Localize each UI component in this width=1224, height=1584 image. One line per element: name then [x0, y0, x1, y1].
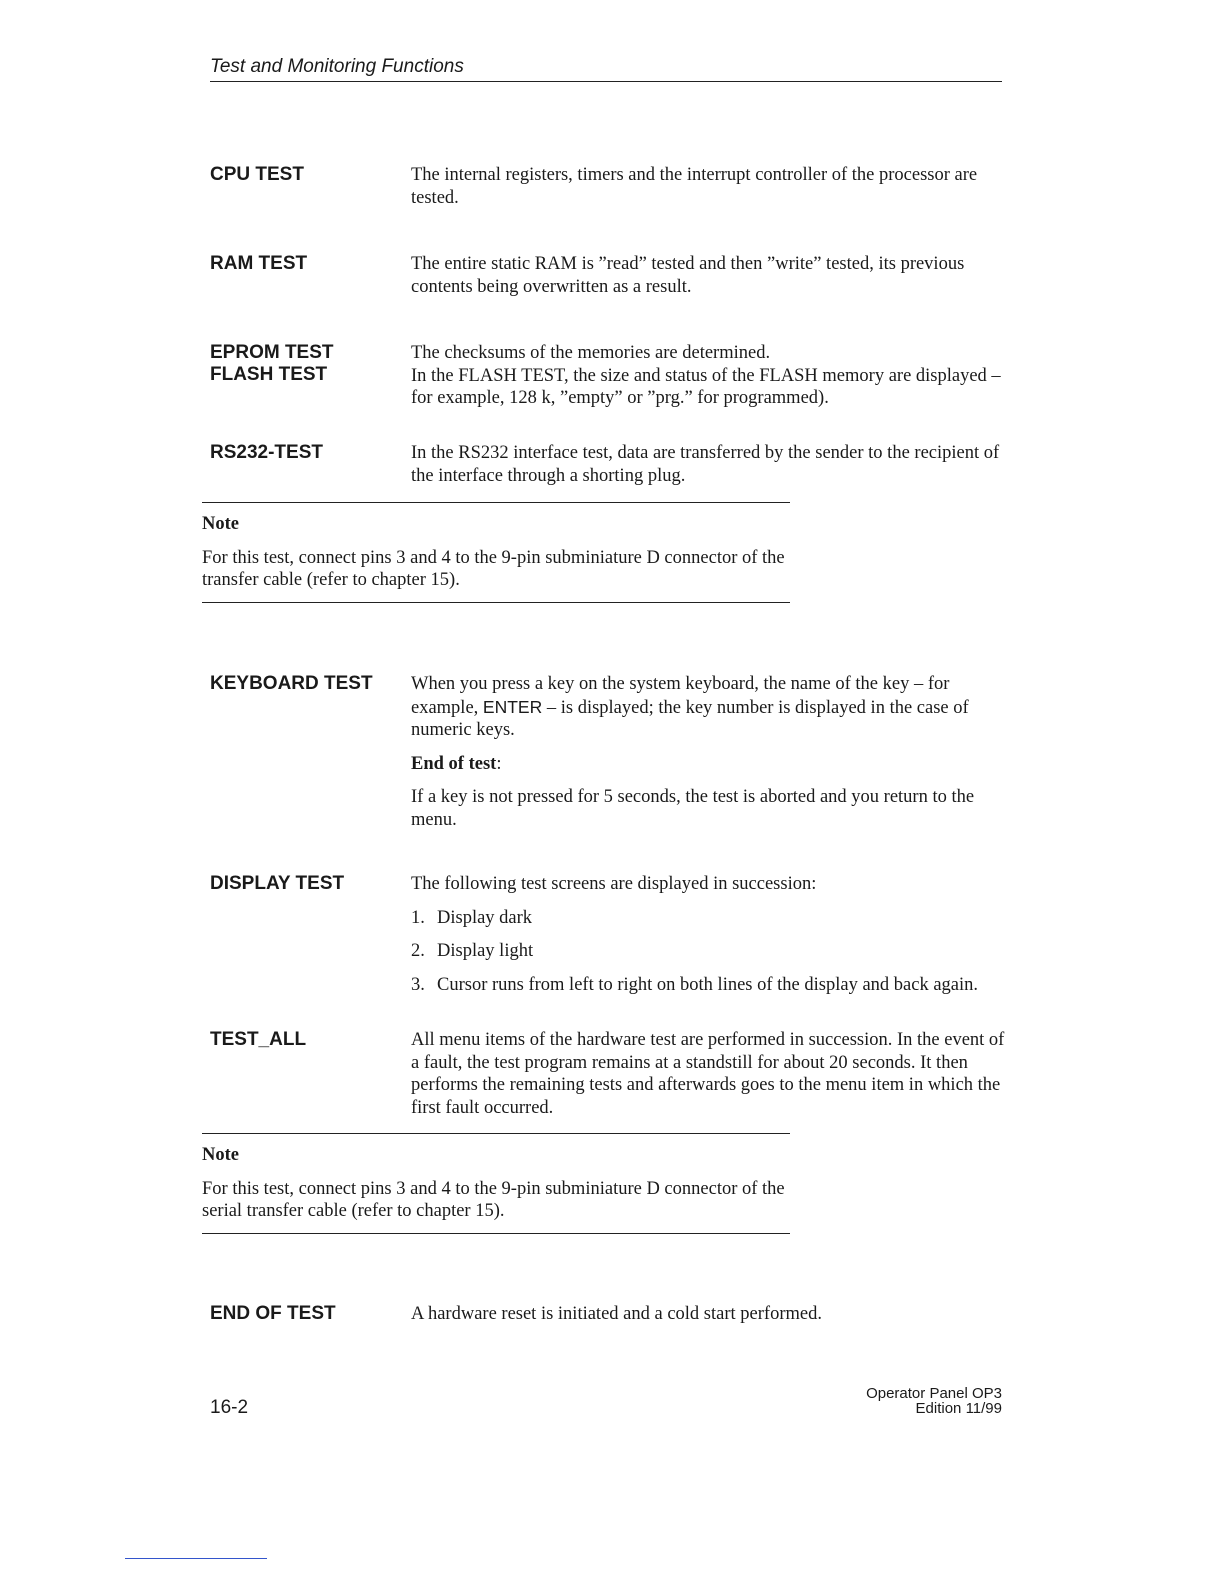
footer-info — [760, 1386, 1002, 1416]
paragraph: The following test screens are displayed in succession: — [411, 874, 817, 894]
section-body — [411, 253, 1005, 298]
section-label: DISPLAY TEST — [210, 873, 345, 894]
bottom-divider — [125, 1558, 267, 1559]
section-body — [411, 1029, 1005, 1119]
text-after-key: – is displayed; the key number is displayed in the case of numeric keys. — [411, 697, 969, 740]
running-header: Test and Monitoring Functions — [210, 55, 1002, 82]
list-item — [411, 974, 1005, 997]
note-text: For this test, connect pins 3 and 4 to the 9-pin subminiature D connector of the serial transfer cable (refer to chapter 15). — [202, 1178, 785, 1221]
list-text: Display light — [437, 941, 534, 961]
paragraph: The internal registers, timers and the interrupt controller of the processor are tested. — [411, 165, 978, 208]
section-body — [411, 342, 1005, 410]
paragraph: If a key is not pressed for 5 seconds, the test is aborted and you return to the menu. — [411, 787, 975, 830]
section-body — [411, 442, 1005, 487]
paragraph: In the FLASH TEST, the size and status of the FLASH memory are displayed – for example, 128 k, ”empty” or ”prg.” for programmed). — [411, 365, 1001, 408]
list-item — [411, 940, 1005, 963]
list-text: Display dark — [437, 907, 533, 928]
product-name: Operator Panel OP3 — [866, 1385, 1002, 1402]
section-label: END OF TEST — [210, 1303, 336, 1324]
paragraph: The entire static RAM is ”read” tested and then ”write” tested, its previous contents being overwritten as a result. — [411, 254, 965, 297]
list-text: Cursor runs from left to right on both lines of the display and back again. — [437, 974, 979, 995]
paragraph: All menu items of the hardware test are performed in succession. In the event of a fault, the test program remains at a standstill for about 20 seconds. It then performs the remaining tests and afterwards goes to the menu item in which the first fault occurred. — [411, 1030, 1005, 1118]
section-body — [411, 873, 1005, 996]
list-item — [411, 907, 1005, 930]
section-label: RAM TEST — [210, 253, 308, 274]
section-body — [411, 673, 1005, 831]
section-body — [411, 164, 1005, 209]
list-number: 3. — [411, 974, 425, 995]
section-label — [210, 342, 405, 386]
label-line-flash: FLASH TEST — [210, 364, 328, 385]
section-label: CPU TEST — [210, 164, 304, 185]
section-label: TEST_ALL — [210, 1029, 307, 1050]
paragraph: A hardware reset is initiated and a cold start performed. — [411, 1304, 822, 1324]
note-text: For this test, connect pins 3 and 4 to the 9-pin subminiature D connector of the transfer cable (refer to chapter 15). — [202, 547, 785, 590]
note-title: Note — [202, 1145, 239, 1165]
paragraph: In the RS232 interface test, data are transferred by the sender to the recipient of the interface through a shorting plug. — [411, 443, 1000, 486]
text-before-key: When you press a key on the system keyboard, the name of the key – for example, — [411, 674, 950, 718]
list-number: 2. — [411, 941, 425, 961]
key-name: ENTER — [482, 696, 543, 717]
paragraph — [411, 673, 1005, 742]
label-line-eprom: EPROM TEST — [210, 342, 334, 363]
note-box-rs232 — [202, 502, 790, 603]
page-number: 16-2 — [210, 1397, 249, 1418]
end-label: End of test — [411, 753, 497, 774]
end-colon: : — [496, 753, 502, 774]
note-box-test-all — [202, 1133, 790, 1234]
section-label: RS232-TEST — [210, 442, 323, 463]
section-body — [411, 1303, 1005, 1326]
note-title: Note — [202, 514, 239, 534]
paragraph: The checksums of the memories are determined. — [411, 343, 771, 363]
end-of-test-heading — [411, 753, 1005, 776]
edition: Edition 11/99 — [915, 1400, 1002, 1417]
list-number: 1. — [411, 907, 425, 928]
section-label: KEYBOARD TEST — [210, 673, 373, 694]
